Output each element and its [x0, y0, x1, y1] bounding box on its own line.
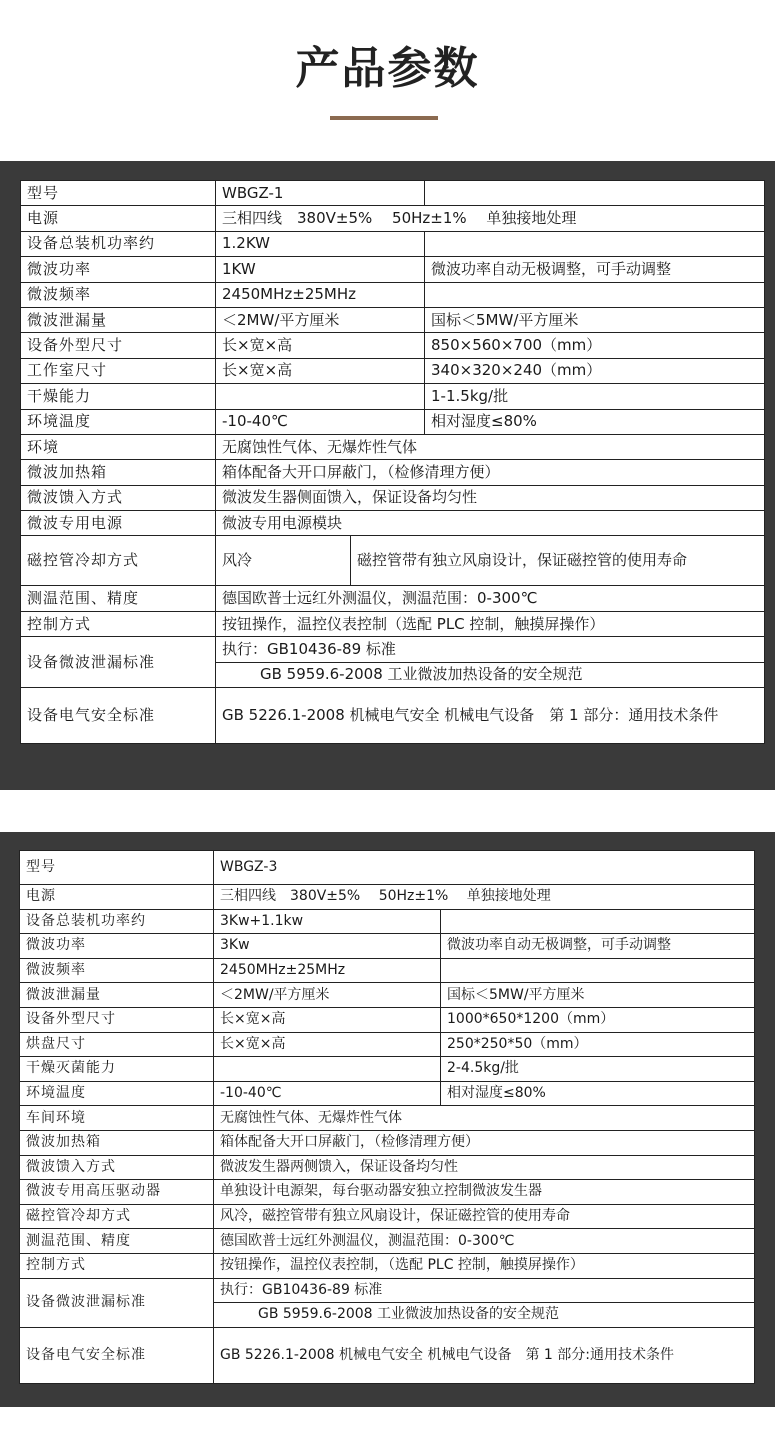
mw-power-value: 1KW: [216, 257, 425, 282]
row-label: 微波功率: [20, 934, 214, 959]
table-row: [20, 1180, 755, 1205]
total-power-value: 1.2KW: [216, 231, 425, 256]
empty-cell: [441, 958, 755, 983]
row-label: 磁控管冷却方式: [21, 536, 216, 586]
table-row: [21, 257, 765, 282]
outer-size-value: 1000*650*1200（mm）: [441, 1007, 755, 1032]
row-label: 控制方式: [21, 611, 216, 636]
row-label: 测温范围、精度: [20, 1229, 214, 1254]
mw-power-note: 微波功率自动无极调整，可手动调整: [441, 934, 755, 959]
row-label: 车间环境: [20, 1106, 214, 1131]
temp-measure-value: 德国欧普士远红外测温仪，测温范围：0-300℃: [216, 586, 765, 611]
feed-value: 微波发生器侧面馈入，保证设备均匀性: [216, 485, 765, 510]
row-label: 型号: [21, 181, 216, 206]
table-row: [20, 1057, 755, 1082]
cooling-note: 磁控管带有独立风扇设计，保证磁控管的使用寿命: [351, 536, 765, 586]
row-label: 微波专用电源: [21, 511, 216, 536]
spec-table-wbgz-1: [20, 180, 765, 744]
row-label: 设备微波泄漏标准: [20, 1278, 214, 1327]
row-label: 控制方式: [20, 1253, 214, 1278]
mw-power-value: 3Kw: [214, 934, 441, 959]
row-label: 电源: [20, 885, 214, 910]
leak-standard: 国标＜5MW/平方厘米: [425, 307, 765, 332]
table-row: [21, 333, 765, 358]
table-row: [20, 1081, 755, 1106]
table-row: [20, 1007, 755, 1032]
row-label: 微波加热箱: [20, 1130, 214, 1155]
row-label: 测温范围、精度: [21, 586, 216, 611]
table-row: [21, 358, 765, 383]
row-label: 干燥能力: [21, 384, 216, 409]
table-row: [21, 384, 765, 409]
mw-freq-value: 2450MHz±25MHz: [214, 958, 441, 983]
row-label: 设备外型尺寸: [21, 333, 216, 358]
electrical-standard-value: GB 5226.1-2008 机械电气安全 机械电气设备 第 1 部分：通用技术条件: [216, 688, 765, 744]
table-row: [21, 409, 765, 434]
row-label: 干燥灭菌能力: [20, 1057, 214, 1082]
row-label: 烘盘尺寸: [20, 1032, 214, 1057]
table-row: [21, 637, 765, 662]
table-row: [20, 1327, 755, 1383]
table-row: [21, 282, 765, 307]
row-label: 设备电气安全标准: [21, 688, 216, 744]
page-title: 产品参数: [295, 43, 480, 94]
table-row: [21, 206, 765, 231]
leak-value: ＜2MW/平方厘米: [214, 983, 441, 1008]
cooling-value: 风冷，磁控管带有独立风扇设计，保证磁控管的使用寿命: [214, 1204, 755, 1229]
row-label: 环境温度: [21, 409, 216, 434]
table-row: [21, 231, 765, 256]
table-row: [20, 934, 755, 959]
total-power-value: 3Kw+1.1kw: [214, 909, 441, 934]
row-label: 电源: [21, 206, 216, 231]
table-row: [20, 1229, 755, 1254]
row-label: 微波频率: [21, 282, 216, 307]
table-row: [21, 181, 765, 206]
table-row: [20, 1130, 755, 1155]
table-row: [20, 885, 755, 910]
row-label: 微波加热箱: [21, 460, 216, 485]
outer-size-value: 850×560×700（mm）: [425, 333, 765, 358]
control-value: 按钮操作，温控仪表控制（选配 PLC 控制，触摸屏操作）: [216, 611, 765, 636]
table-row: [21, 688, 765, 744]
row-label: 环境: [21, 434, 216, 459]
leak-standard-2: GB 5959.6-2008 工业微波加热设备的安全规范: [216, 662, 765, 687]
humidity-value: 相对湿度≤80%: [441, 1081, 755, 1106]
row-label: 设备微波泄漏标准: [21, 637, 216, 688]
row-label: 磁控管冷却方式: [20, 1204, 214, 1229]
empty-cell: [441, 909, 755, 934]
power-supply-value: 三相四线 380V±5% 50Hz±1% 单独接地处理: [214, 885, 755, 910]
table-row: [21, 460, 765, 485]
cabinet-value: 箱体配备大开口屏蔽门，（检修清理方便）: [216, 460, 765, 485]
empty-cell: [425, 282, 765, 307]
outer-size-dims: 长×宽×高: [216, 333, 425, 358]
tray-dims: 长×宽×高: [214, 1032, 441, 1057]
table-row: [20, 1253, 755, 1278]
electrical-standard-value: GB 5226.1-2008 机械电气安全 机械电气设备 第 1 部分:通用技术条件: [214, 1327, 755, 1383]
row-label: 环境温度: [20, 1081, 214, 1106]
env-temp-value: -10-40℃: [216, 409, 425, 434]
control-value: 按钮操作，温控仪表控制，（选配 PLC 控制，触摸屏操作）: [214, 1253, 755, 1278]
table-row: [20, 1032, 755, 1057]
empty-cell: [425, 231, 765, 256]
cabinet-value: 箱体配备大开口屏蔽门，（检修清理方便）: [214, 1130, 755, 1155]
leak-standard-1: 执行：GB10436-89 标准: [214, 1278, 755, 1303]
table-row: [20, 1204, 755, 1229]
row-label: 微波频率: [20, 958, 214, 983]
row-label: 微波专用高压驱动器: [20, 1180, 214, 1205]
power-supply-value: 三相四线 380V±5% 50Hz±1% 单独接地处理: [216, 206, 765, 231]
dry-capacity-value: 2-4.5kg/批: [441, 1057, 755, 1082]
empty-cell: [425, 181, 765, 206]
env-value: 无腐蚀性气体、无爆炸性气体: [214, 1106, 755, 1131]
row-label: 设备外型尺寸: [20, 1007, 214, 1032]
table-row: [20, 1106, 755, 1131]
row-label: 工作室尺寸: [21, 358, 216, 383]
row-label: 微波功率: [21, 257, 216, 282]
table-row: [20, 1278, 755, 1303]
outer-size-dims: 长×宽×高: [214, 1007, 441, 1032]
row-label: 型号: [20, 851, 214, 885]
row-label: 设备总装机功率约: [20, 909, 214, 934]
driver-value: 单独设计电源架，每台驱动器安独立控制微波发生器: [214, 1180, 755, 1205]
table-row: [21, 307, 765, 332]
table-row: [21, 586, 765, 611]
row-label: 设备总装机功率约: [21, 231, 216, 256]
title-underline: [330, 116, 438, 120]
chamber-size-value: 340×320×240（mm）: [425, 358, 765, 383]
empty-cell: [214, 1057, 441, 1082]
row-label: 微波泄漏量: [20, 983, 214, 1008]
row-label: 微波泄漏量: [21, 307, 216, 332]
model-value: WBGZ-3: [214, 851, 755, 885]
leak-standard-2: GB 5959.6-2008 工业微波加热设备的安全规范: [214, 1303, 755, 1328]
leak-value: ＜2MW/平方厘米: [216, 307, 425, 332]
empty-cell: [216, 384, 425, 409]
row-label: 微波馈入方式: [21, 485, 216, 510]
model-value: WBGZ-1: [216, 181, 425, 206]
env-temp-value: -10-40℃: [214, 1081, 441, 1106]
table-row: [20, 909, 755, 934]
table-row: [20, 1155, 755, 1180]
chamber-size-dims: 长×宽×高: [216, 358, 425, 383]
dry-capacity-value: 1-1.5kg/批: [425, 384, 765, 409]
humidity-value: 相对湿度≤80%: [425, 409, 765, 434]
leak-standard: 国标＜5MW/平方厘米: [441, 983, 755, 1008]
env-value: 无腐蚀性气体、无爆炸性气体: [216, 434, 765, 459]
row-label: 微波馈入方式: [20, 1155, 214, 1180]
table-row: [20, 983, 755, 1008]
feed-value: 微波发生器两侧馈入，保证设备均匀性: [214, 1155, 755, 1180]
mw-freq-value: 2450MHz±25MHz: [216, 282, 425, 307]
psu-value: 微波专用电源模块: [216, 511, 765, 536]
spec-table-wbgz-3: [19, 850, 755, 1384]
table-row: [20, 958, 755, 983]
tray-value: 250*250*50（mm）: [441, 1032, 755, 1057]
table-row: [21, 434, 765, 459]
table-row: [21, 536, 765, 586]
table-row: [21, 611, 765, 636]
mw-power-note: 微波功率自动无极调整，可手动调整: [425, 257, 765, 282]
table-row: [20, 851, 755, 885]
cooling-value: 风冷: [216, 536, 351, 586]
temp-measure-value: 德国欧普士远红外测温仪，测温范围：0-300℃: [214, 1229, 755, 1254]
row-label: 设备电气安全标准: [20, 1327, 214, 1383]
leak-standard-1: 执行：GB10436-89 标准: [216, 637, 765, 662]
table-row: [21, 485, 765, 510]
table-row: [21, 511, 765, 536]
